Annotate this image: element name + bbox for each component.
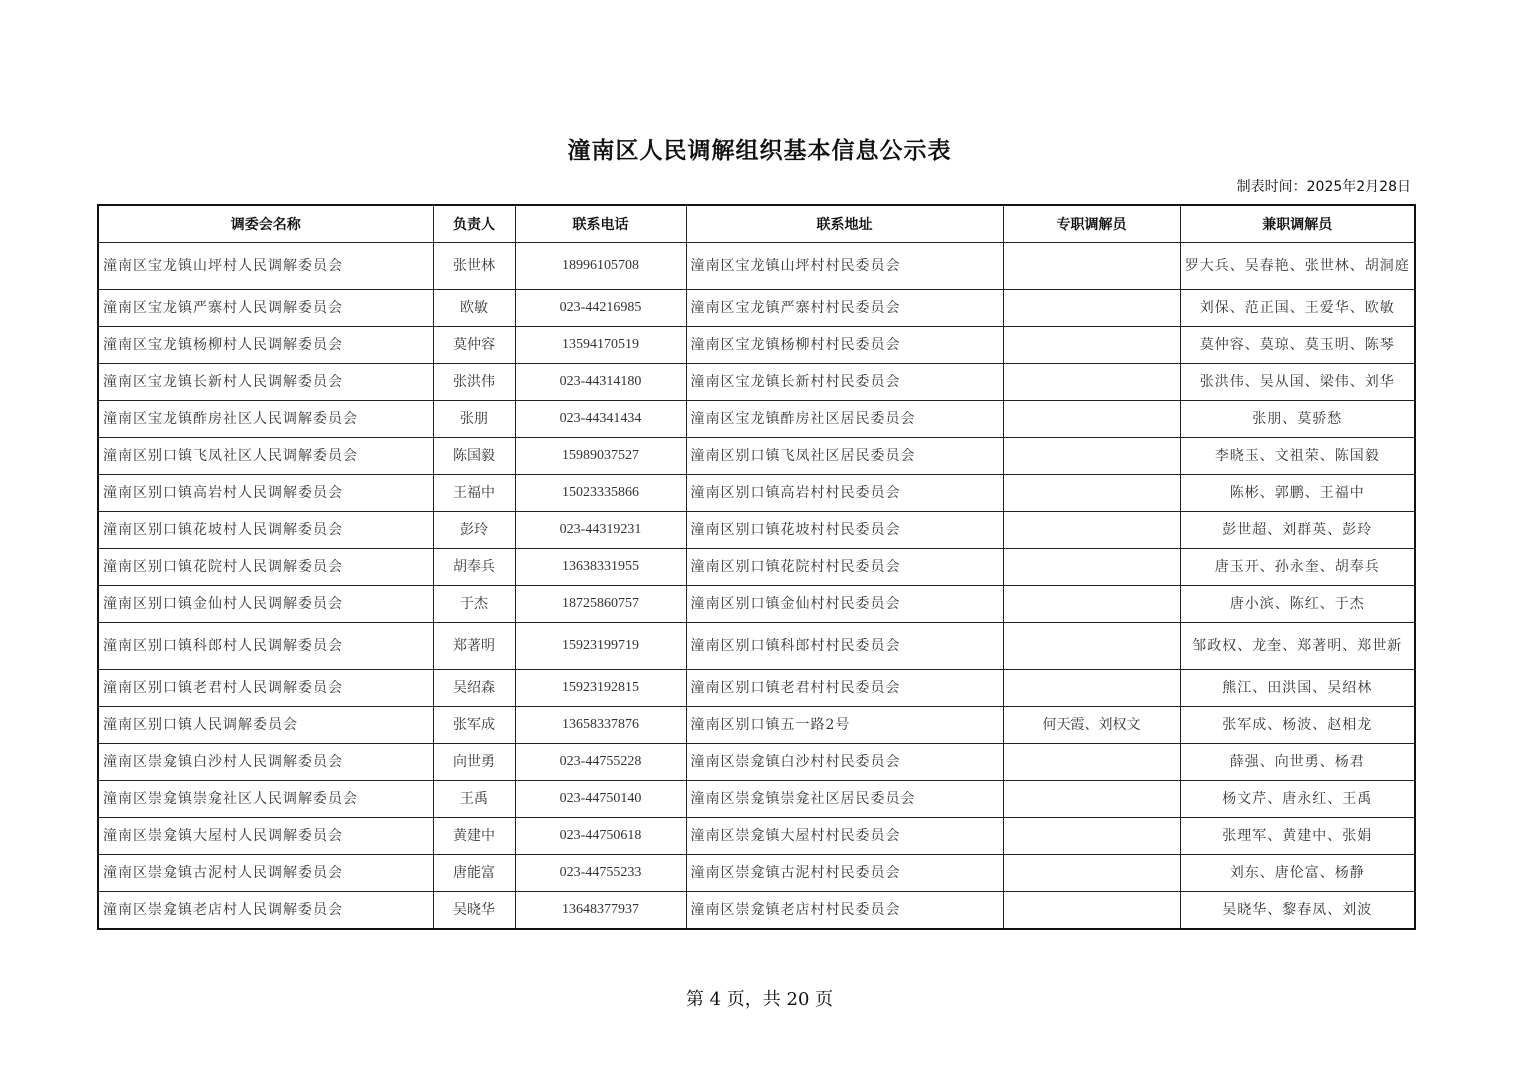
made-time: 制表时间：2025年2月28日 bbox=[1236, 179, 1411, 195]
header-address: 联系地址 bbox=[686, 205, 1003, 243]
table-row bbox=[98, 818, 1415, 855]
cell-committee-name: 潼南区别口镇科郎村人民调解委员会 bbox=[98, 623, 433, 670]
header-person-in-charge: 负责人 bbox=[433, 205, 515, 243]
cell-address: 潼南区别口镇高岩村村民委员会 bbox=[686, 475, 1003, 512]
table-row bbox=[98, 512, 1415, 549]
cell-committee-name: 潼南区别口镇人民调解委员会 bbox=[98, 707, 433, 744]
cell-address: 潼南区别口镇五一路2号 bbox=[686, 707, 1003, 744]
cell-committee-name: 潼南区宝龙镇酢房社区人民调解委员会 bbox=[98, 401, 433, 438]
cell-committee-name: 潼南区崇龛镇崇龛社区人民调解委员会 bbox=[98, 781, 433, 818]
cell-person-in-charge: 黄建中 bbox=[433, 818, 515, 855]
header-full-time-mediators: 专职调解员 bbox=[1003, 205, 1180, 243]
cell-person-in-charge: 彭玲 bbox=[433, 512, 515, 549]
table-row bbox=[98, 586, 1415, 623]
cell-part-time-mediators: 熊江、田洪国、吴绍林 bbox=[1180, 670, 1415, 707]
cell-address: 潼南区宝龙镇长新村村民委员会 bbox=[686, 364, 1003, 401]
cell-full-time-mediators bbox=[1003, 475, 1180, 512]
cell-full-time-mediators bbox=[1003, 512, 1180, 549]
cell-phone: 023-44755233 bbox=[515, 855, 686, 892]
table-row bbox=[98, 781, 1415, 818]
page-footer: 第 4 页，共 20 页 bbox=[685, 989, 834, 1010]
table-row bbox=[98, 364, 1415, 401]
table-row bbox=[98, 290, 1415, 327]
cell-part-time-mediators: 刘东、唐伦富、杨静 bbox=[1180, 855, 1415, 892]
cell-person-in-charge: 莫仲容 bbox=[433, 327, 515, 364]
cell-address: 潼南区崇龛镇古泥村村民委员会 bbox=[686, 855, 1003, 892]
cell-committee-name: 潼南区别口镇高岩村人民调解委员会 bbox=[98, 475, 433, 512]
cell-full-time-mediators bbox=[1003, 855, 1180, 892]
cell-phone: 13594170519 bbox=[515, 327, 686, 364]
cell-part-time-mediators: 张洪伟、吴从国、梁伟、刘华 bbox=[1180, 364, 1415, 401]
table-row bbox=[98, 892, 1415, 930]
cell-committee-name: 潼南区别口镇老君村人民调解委员会 bbox=[98, 670, 433, 707]
cell-part-time-mediators: 杨文芹、唐永红、王禹 bbox=[1180, 781, 1415, 818]
cell-full-time-mediators bbox=[1003, 818, 1180, 855]
table-row bbox=[98, 623, 1415, 670]
cell-full-time-mediators bbox=[1003, 744, 1180, 781]
cell-full-time-mediators bbox=[1003, 438, 1180, 475]
cell-address: 潼南区崇龛镇大屋村村民委员会 bbox=[686, 818, 1003, 855]
cell-address: 潼南区别口镇花院村村民委员会 bbox=[686, 549, 1003, 586]
cell-committee-name: 潼南区别口镇花坡村人民调解委员会 bbox=[98, 512, 433, 549]
cell-person-in-charge: 王福中 bbox=[433, 475, 515, 512]
cell-person-in-charge: 郑著明 bbox=[433, 623, 515, 670]
cell-address: 潼南区别口镇花坡村村民委员会 bbox=[686, 512, 1003, 549]
cell-full-time-mediators bbox=[1003, 327, 1180, 364]
cell-address: 潼南区别口镇金仙村村民委员会 bbox=[686, 586, 1003, 623]
cell-address: 潼南区别口镇科郎村村民委员会 bbox=[686, 623, 1003, 670]
cell-phone: 023-44750140 bbox=[515, 781, 686, 818]
cell-phone: 15923199719 bbox=[515, 623, 686, 670]
cell-part-time-mediators: 薛强、向世勇、杨君 bbox=[1180, 744, 1415, 781]
cell-full-time-mediators bbox=[1003, 290, 1180, 327]
cell-address: 潼南区宝龙镇严寨村村民委员会 bbox=[686, 290, 1003, 327]
cell-phone: 18996105708 bbox=[515, 243, 686, 290]
cell-full-time-mediators bbox=[1003, 549, 1180, 586]
table-row bbox=[98, 744, 1415, 781]
cell-full-time-mediators bbox=[1003, 623, 1180, 670]
header-part-time-mediators: 兼职调解员 bbox=[1180, 205, 1415, 243]
cell-phone: 13638331955 bbox=[515, 549, 686, 586]
header-row bbox=[98, 205, 1415, 243]
cell-address: 潼南区宝龙镇酢房社区居民委员会 bbox=[686, 401, 1003, 438]
cell-phone: 18725860757 bbox=[515, 586, 686, 623]
cell-address: 潼南区宝龙镇山坪村村民委员会 bbox=[686, 243, 1003, 290]
cell-committee-name: 潼南区崇龛镇大屋村人民调解委员会 bbox=[98, 818, 433, 855]
cell-phone: 023-44216985 bbox=[515, 290, 686, 327]
table-row bbox=[98, 707, 1415, 744]
cell-full-time-mediators bbox=[1003, 670, 1180, 707]
cell-committee-name: 潼南区崇龛镇老店村人民调解委员会 bbox=[98, 892, 433, 930]
cell-person-in-charge: 张军成 bbox=[433, 707, 515, 744]
cell-part-time-mediators: 李晓玉、文祖荣、陈国毅 bbox=[1180, 438, 1415, 475]
cell-phone: 13648377937 bbox=[515, 892, 686, 930]
table-row bbox=[98, 401, 1415, 438]
cell-person-in-charge: 吴绍森 bbox=[433, 670, 515, 707]
table-row bbox=[98, 855, 1415, 892]
cell-full-time-mediators bbox=[1003, 243, 1180, 290]
cell-part-time-mediators: 刘保、范正国、王爱华、欧敏 bbox=[1180, 290, 1415, 327]
cell-full-time-mediators bbox=[1003, 781, 1180, 818]
cell-phone: 15023335866 bbox=[515, 475, 686, 512]
cell-address: 潼南区别口镇老君村村民委员会 bbox=[686, 670, 1003, 707]
cell-full-time-mediators bbox=[1003, 401, 1180, 438]
cell-address: 潼南区崇龛镇崇龛社区居民委员会 bbox=[686, 781, 1003, 818]
cell-part-time-mediators: 张理军、黄建中、张娟 bbox=[1180, 818, 1415, 855]
cell-committee-name: 潼南区别口镇金仙村人民调解委员会 bbox=[98, 586, 433, 623]
header-phone: 联系电话 bbox=[515, 205, 686, 243]
table-row bbox=[98, 549, 1415, 586]
cell-person-in-charge: 张世林 bbox=[433, 243, 515, 290]
cell-part-time-mediators: 张朋、莫骄愁 bbox=[1180, 401, 1415, 438]
table-body bbox=[98, 243, 1415, 930]
cell-committee-name: 潼南区崇龛镇古泥村人民调解委员会 bbox=[98, 855, 433, 892]
cell-phone: 023-44755228 bbox=[515, 744, 686, 781]
cell-committee-name: 潼南区宝龙镇山坪村人民调解委员会 bbox=[98, 243, 433, 290]
cell-committee-name: 潼南区别口镇花院村人民调解委员会 bbox=[98, 549, 433, 586]
cell-part-time-mediators: 唐小滨、陈红、于杰 bbox=[1180, 586, 1415, 623]
cell-address: 潼南区崇龛镇白沙村村民委员会 bbox=[686, 744, 1003, 781]
cell-committee-name: 潼南区别口镇飞凤社区人民调解委员会 bbox=[98, 438, 433, 475]
cell-phone: 023-44314180 bbox=[515, 364, 686, 401]
cell-phone: 15923192815 bbox=[515, 670, 686, 707]
cell-committee-name: 潼南区宝龙镇长新村人民调解委员会 bbox=[98, 364, 433, 401]
cell-part-time-mediators: 唐玉开、孙永奎、胡奉兵 bbox=[1180, 549, 1415, 586]
cell-phone: 023-44319231 bbox=[515, 512, 686, 549]
table-row bbox=[98, 243, 1415, 290]
cell-part-time-mediators: 邹政权、龙奎、郑著明、郑世新 bbox=[1180, 623, 1415, 670]
cell-address: 潼南区崇龛镇老店村村民委员会 bbox=[686, 892, 1003, 930]
cell-person-in-charge: 张朋 bbox=[433, 401, 515, 438]
cell-phone: 15989037527 bbox=[515, 438, 686, 475]
header-committee-name: 调委会名称 bbox=[98, 205, 433, 243]
cell-part-time-mediators: 彭世超、刘群英、彭玲 bbox=[1180, 512, 1415, 549]
table-row bbox=[98, 438, 1415, 475]
table-row bbox=[98, 475, 1415, 512]
cell-committee-name: 潼南区崇龛镇白沙村人民调解委员会 bbox=[98, 744, 433, 781]
cell-person-in-charge: 欧敏 bbox=[433, 290, 515, 327]
cell-full-time-mediators bbox=[1003, 892, 1180, 930]
cell-full-time-mediators bbox=[1003, 364, 1180, 401]
cell-phone: 13658337876 bbox=[515, 707, 686, 744]
cell-phone: 023-44750618 bbox=[515, 818, 686, 855]
cell-person-in-charge: 唐能富 bbox=[433, 855, 515, 892]
cell-address: 潼南区宝龙镇杨柳村村民委员会 bbox=[686, 327, 1003, 364]
table-header bbox=[98, 205, 1415, 243]
cell-person-in-charge: 张洪伟 bbox=[433, 364, 515, 401]
table-row bbox=[98, 670, 1415, 707]
cell-part-time-mediators: 陈彬、郭鹏、王福中 bbox=[1180, 475, 1415, 512]
cell-person-in-charge: 王禹 bbox=[433, 781, 515, 818]
page-title: 潼南区人民调解组织基本信息公示表 bbox=[567, 137, 952, 164]
cell-part-time-mediators: 莫仲容、莫琼、莫玉明、陈琴 bbox=[1180, 327, 1415, 364]
cell-full-time-mediators bbox=[1003, 586, 1180, 623]
cell-phone: 023-44341434 bbox=[515, 401, 686, 438]
cell-person-in-charge: 胡奉兵 bbox=[433, 549, 515, 586]
mediation-table bbox=[97, 204, 1416, 930]
cell-person-in-charge: 于杰 bbox=[433, 586, 515, 623]
cell-part-time-mediators: 张军成、杨波、赵相龙 bbox=[1180, 707, 1415, 744]
cell-part-time-mediators: 吴晓华、黎春凤、刘波 bbox=[1180, 892, 1415, 930]
cell-committee-name: 潼南区宝龙镇严寨村人民调解委员会 bbox=[98, 290, 433, 327]
cell-full-time-mediators: 何天霞、刘权文 bbox=[1003, 707, 1180, 744]
cell-person-in-charge: 陈国毅 bbox=[433, 438, 515, 475]
cell-committee-name: 潼南区宝龙镇杨柳村人民调解委员会 bbox=[98, 327, 433, 364]
cell-part-time-mediators: 罗大兵、吴春艳、张世林、胡洞庭 bbox=[1180, 243, 1415, 290]
cell-person-in-charge: 向世勇 bbox=[433, 744, 515, 781]
cell-address: 潼南区别口镇飞凤社区居民委员会 bbox=[686, 438, 1003, 475]
cell-person-in-charge: 吴晓华 bbox=[433, 892, 515, 930]
table-row bbox=[98, 327, 1415, 364]
